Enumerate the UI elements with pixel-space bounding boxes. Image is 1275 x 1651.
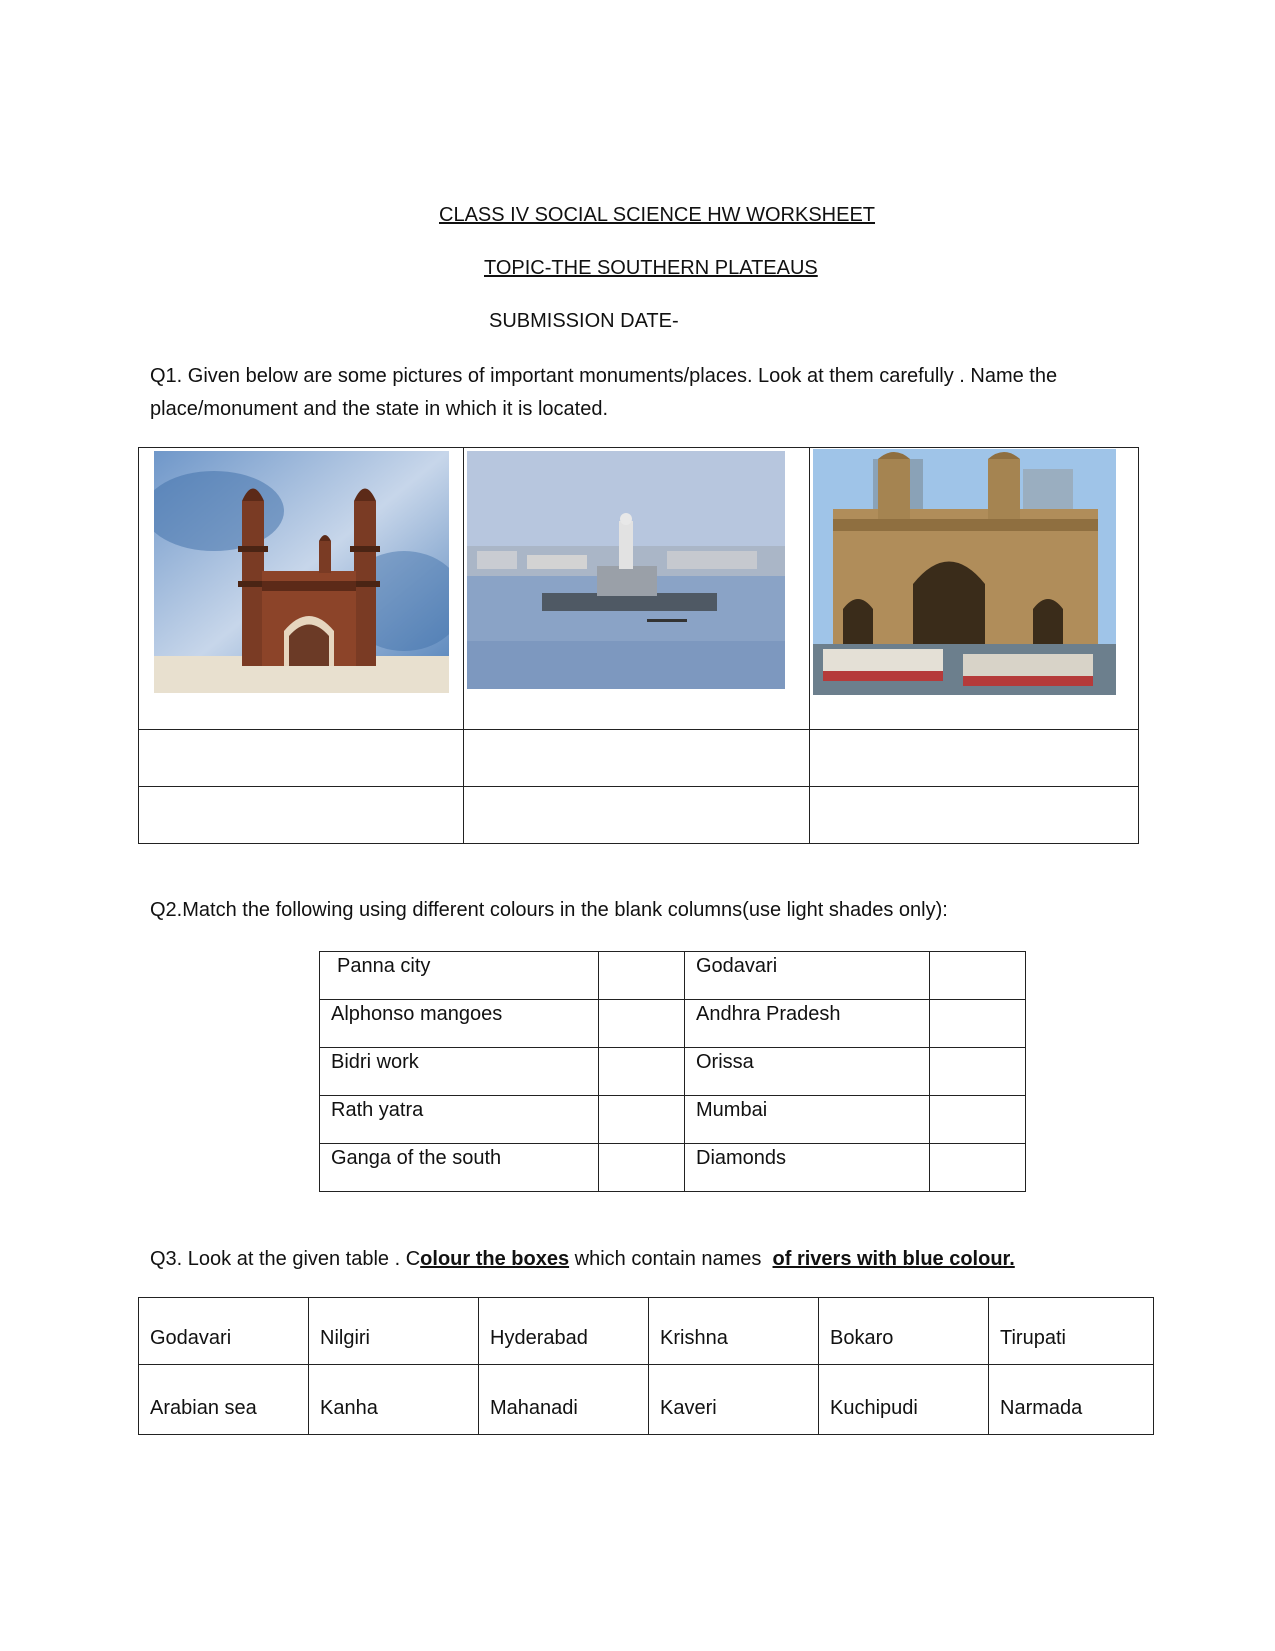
q3-cell[interactable]: Kuchipudi (819, 1365, 989, 1435)
q2-blank-cell[interactable] (930, 1048, 1026, 1096)
q2-match-table (319, 951, 1026, 1192)
q1-answer-cell[interactable] (139, 730, 464, 787)
q2-right-item: Andhra Pradesh (685, 1000, 930, 1048)
q1-answer-cell[interactable] (464, 787, 810, 844)
q1-question: Q1. Given below are some pictures of important monuments/places. Look at them carefully . Name the place/monument and the state in which it is located. (150, 365, 1058, 420)
q3-cell[interactable]: Mahanadi (479, 1365, 649, 1435)
q3-cell[interactable]: Tirupati (989, 1298, 1154, 1365)
q2-left-item: Alphonso mangoes (320, 1000, 599, 1048)
q2-blank-cell[interactable] (930, 1144, 1026, 1192)
q1-answer-cell[interactable] (810, 787, 1139, 844)
q2-blank-cell[interactable] (930, 952, 1026, 1000)
q3-text-mid: which contain names (569, 1248, 773, 1270)
q3-colour-table (138, 1297, 1154, 1435)
q2-left-item: Bidri work (320, 1048, 599, 1096)
worksheet-topic: TOPIC-THE SOUTHERN PLATEAUS (484, 257, 818, 279)
q3-text-prefix: Q3. Look at the given table . C (150, 1248, 421, 1270)
q1-answer-cell[interactable] (810, 730, 1139, 787)
q2-right-item: Diamonds (685, 1144, 930, 1192)
q1-answer-cell[interactable] (139, 787, 464, 844)
charminar-image (154, 451, 463, 693)
q3-cell[interactable]: Kanha (309, 1365, 479, 1435)
q2-left-item: Panna city (320, 952, 599, 1000)
q1-image-cell-1 (139, 448, 464, 730)
q1-image-cell-3 (810, 448, 1139, 730)
q3-cell[interactable]: Arabian sea (139, 1365, 309, 1435)
q2-blank-cell[interactable] (599, 1096, 685, 1144)
gateway-arch-image (813, 449, 1138, 695)
q3-cell[interactable]: Kaveri (649, 1365, 819, 1435)
q3-cell[interactable]: Godavari (139, 1298, 309, 1365)
q2-question: Q2.Match the following using different colours in the blank columns(use light shades only): (150, 899, 948, 921)
buddha-statue-image (467, 451, 809, 689)
q2-blank-cell[interactable] (599, 1144, 685, 1192)
q3-question (150, 1243, 1015, 1276)
q3-cell[interactable]: Krishna (649, 1298, 819, 1365)
q1-table (138, 447, 1139, 844)
q3-text-bold-2: of rivers with blue colour. (772, 1248, 1015, 1270)
q3-cell[interactable]: Nilgiri (309, 1298, 479, 1365)
q2-blank-cell[interactable] (599, 952, 685, 1000)
q1-image-cell-2 (464, 448, 810, 730)
q3-cell[interactable]: Narmada (989, 1365, 1154, 1435)
q2-left-item: Rath yatra (320, 1096, 599, 1144)
q3-text-bold-1: olour the boxes (420, 1248, 570, 1270)
submission-date: SUBMISSION DATE- (489, 310, 679, 332)
q2-blank-cell[interactable] (930, 1000, 1026, 1048)
q1-answer-cell[interactable] (464, 730, 810, 787)
q2-blank-cell[interactable] (599, 1048, 685, 1096)
worksheet-title: CLASS IV SOCIAL SCIENCE HW WORKSHEET (439, 204, 876, 226)
q2-right-item: Orissa (685, 1048, 930, 1096)
q2-blank-cell[interactable] (599, 1000, 685, 1048)
q3-cell[interactable]: Bokaro (819, 1298, 989, 1365)
q3-cell[interactable]: Hyderabad (479, 1298, 649, 1365)
q2-left-item: Ganga of the south (320, 1144, 599, 1192)
q2-right-item: Mumbai (685, 1096, 930, 1144)
q2-right-item: Godavari (685, 952, 930, 1000)
q2-blank-cell[interactable] (930, 1096, 1026, 1144)
